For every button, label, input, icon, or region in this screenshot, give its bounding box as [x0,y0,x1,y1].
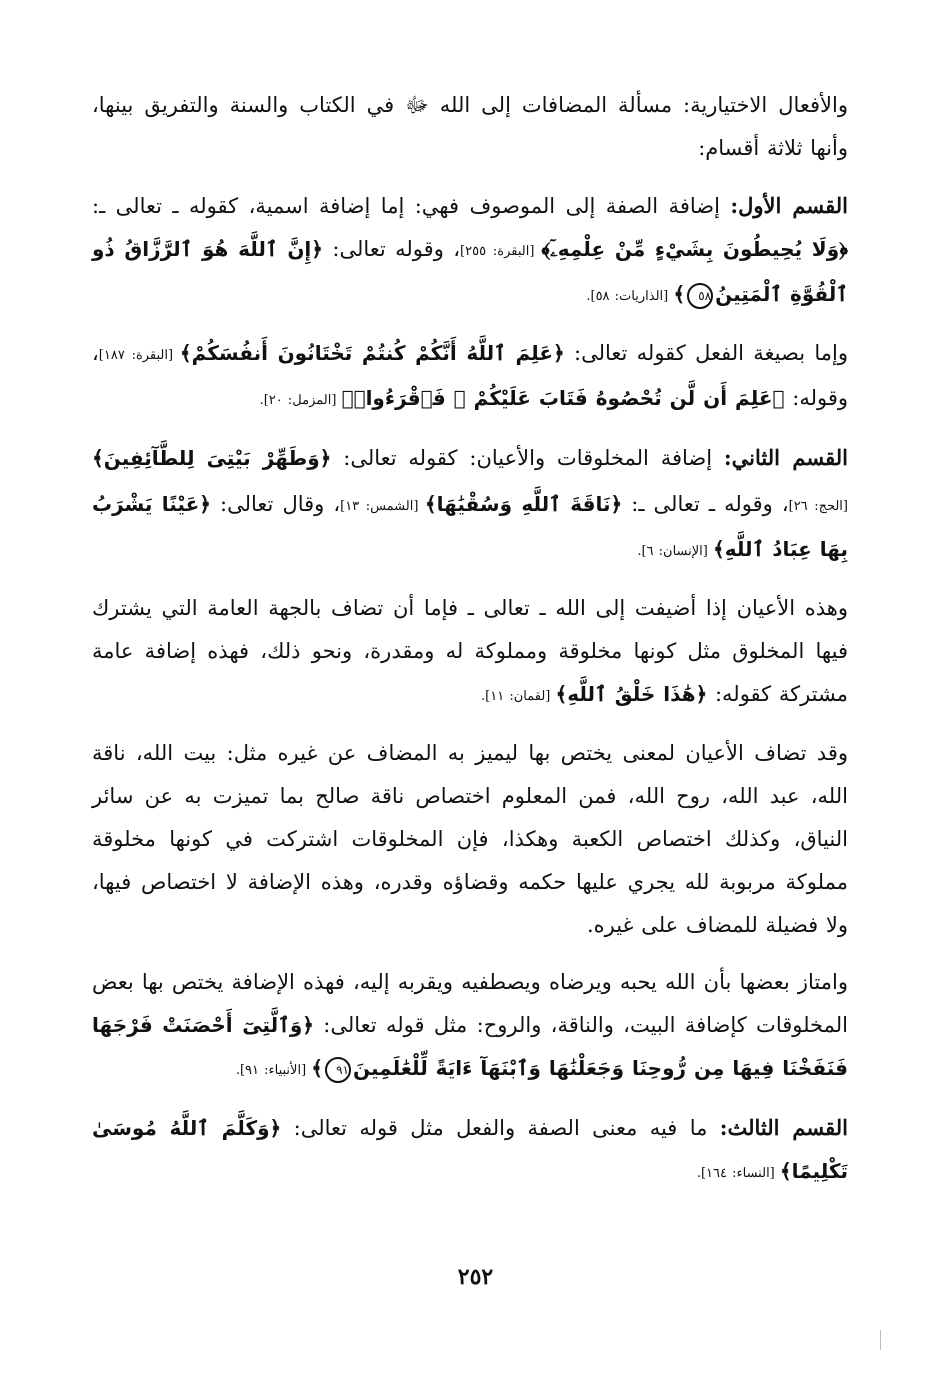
ayah-number-mark: ٥٨ [687,283,713,309]
body-text: إضافة المخلوقات والأعيان: كقوله تعالى: [331,446,724,470]
body-text: ، وقال تعالى: [210,492,341,516]
quran-verse: ﴾ [311,1056,323,1080]
section-heading: القسم الثالث: [719,1115,848,1140]
paragraph [92,184,848,318]
quran-verse: ﴾ [673,282,686,306]
verse-reference: [النساء: ١٦٤]. [696,1166,780,1181]
verse-reference: [الشمس: ١٣] [340,499,425,514]
book-page-body [92,84,848,1195]
verse-reference: [الحج: ٢٦] [788,499,848,514]
body-text: إضافة الصفة إلى الموصوف فهي: إما إضافة اسمية، كقوله ـ تعالى ـ: [92,194,731,218]
verse-reference: [الإنسان: ٦]. [637,544,713,559]
quran-verse: ﴿وَطَهِّرْ بَيْتِىَ لِلطَّآئِفِينَ﴾ [92,446,332,470]
verse-reference: [الذاريات: ٥٨]. [586,289,674,304]
paragraph [92,84,848,170]
body-text: وامتاز بعضها بأن الله يحبه ويرضاه ويصطفيه ويقربه إليه، فهذه الإضافة يختص بها بعض المخلوقات كإضافة البيت، والناقة، والروح: مثل قوله تعالى: [92,970,848,1037]
quran-verse: ﴿هَٰذَا خَلْقُ ٱللَّهِ﴾ [555,682,708,706]
page-edge-mark [880,1330,881,1350]
paragraph [92,961,848,1092]
paragraph [92,1106,848,1195]
paragraph [92,436,848,573]
body-text: والأفعال الاختيارية: مسألة المضافات إلى الله ﷻ في الكتاب والسنة والتفريق بينها، وأنها ثلاثة أقسام: [92,93,848,160]
body-text: ما فيه معنى الصفة والفعل مثل قوله تعالى: [281,1116,720,1140]
section-heading: القسم الأول: [730,193,848,218]
body-text: وإما بصيغة الفعل كقوله تعالى: [564,341,848,365]
quran-verse: ﴿إِنَّ ٱللَّهَ هُوَ ٱلرَّزَّاقُ ذُو ٱلْقُوَّةِ ٱلْمَتِينُ [92,237,848,306]
verse-reference: [الأنبياء: ٩١]. [235,1063,312,1078]
body-text: وهذه الأعيان إذا أضيفت إلى الله ـ تعالى ـ فإما أن تضاف بالجهة العامة التي يشترك فيها المخلوق مثل كونها مخلوقة ومملوكة له ومقدرة، ونحو ذلك، فهذه إضافة عامة مشتركة كقوله: [92,596,848,706]
quran-verse: ﴿وَكَلَّمَ ٱللَّهُ مُوسَىٰ تَكْلِيمًا﴾ [92,1116,848,1183]
body-text: ، وقوله ـ تعالى ـ: [622,492,789,516]
quran-verse: ﴿نَاقَةَ ٱللَّهِ وَسُقْيَٰهَا﴾ [424,492,623,516]
section-heading: القسم الثاني: [723,445,848,470]
verse-reference: [البقرة: ١٨٧] [98,348,180,363]
verse-reference: [البقرة: ٢٥٥] [460,244,542,259]
page-number: ٢٥٢ [457,1264,494,1290]
verse-reference: [المزمل: ٢٠]. [259,393,342,408]
paragraph [92,587,848,718]
paragraph [92,732,848,947]
body-text: ، وقوله: [92,341,848,410]
quran-verse: ﴿وَٱلَّتِىٓ أَحْصَنَتْ فَرْجَهَا فَنَفَخْنَا فِيهَا مِن رُّوحِنَا وَجَعَلْنَٰهَا وَٱبْنَهَآ ءَايَةً لِّلْعَٰلَمِينَ [92,1013,848,1080]
quran-verse: ﴿عَلِمَ ٱللَّهُ أَنَّكُمْ كُنتُمْ تَخْتَانُونَ أَنفُسَكُمْ﴾ [179,341,565,365]
quran-verse: ﴿عَيْنًا يَشْرَبُ بِهَا عِبَادُ ٱللَّهِ﴾ [92,492,848,561]
paragraph [92,332,848,422]
body-text: ، وقوله تعالى: [322,237,461,261]
quran-verse: ﴿عَلِمَ أَن لَّن تُحْصُوهُ فَتَابَ عَلَيْكُمْ ۖ فَٱقْرَءُوا۟﴾ [341,386,785,410]
body-text: وقد تضاف الأعيان لمعنى يختص بها ليميز به المضاف عن غيره مثل: بيت الله، ناقة الله، عبد الله، روح الله، فمن المعلوم اختصاص ناقة صالح بما تميزت به عن سائر النياق، وكذلك اختصاص الكعبة وهكذا، فإن المخلوقات اشتركت في كونها مخلوقة مملوكة مربوبة لله يجري عليها حكمه وقضاؤه وقدره، وهذه الإضافة لا اختصاص فيها، ولا فضيلة للمضاف على غيره. [92,741,848,937]
quran-verse: ﴿وَلَا يُحِيطُونَ بِشَيْءٍ مِّنْ عِلْمِهِۦٓ﴾ [541,237,848,261]
ayah-number-mark: ٩١ [325,1057,351,1083]
verse-reference: [لقمان: ١١]. [481,689,556,704]
